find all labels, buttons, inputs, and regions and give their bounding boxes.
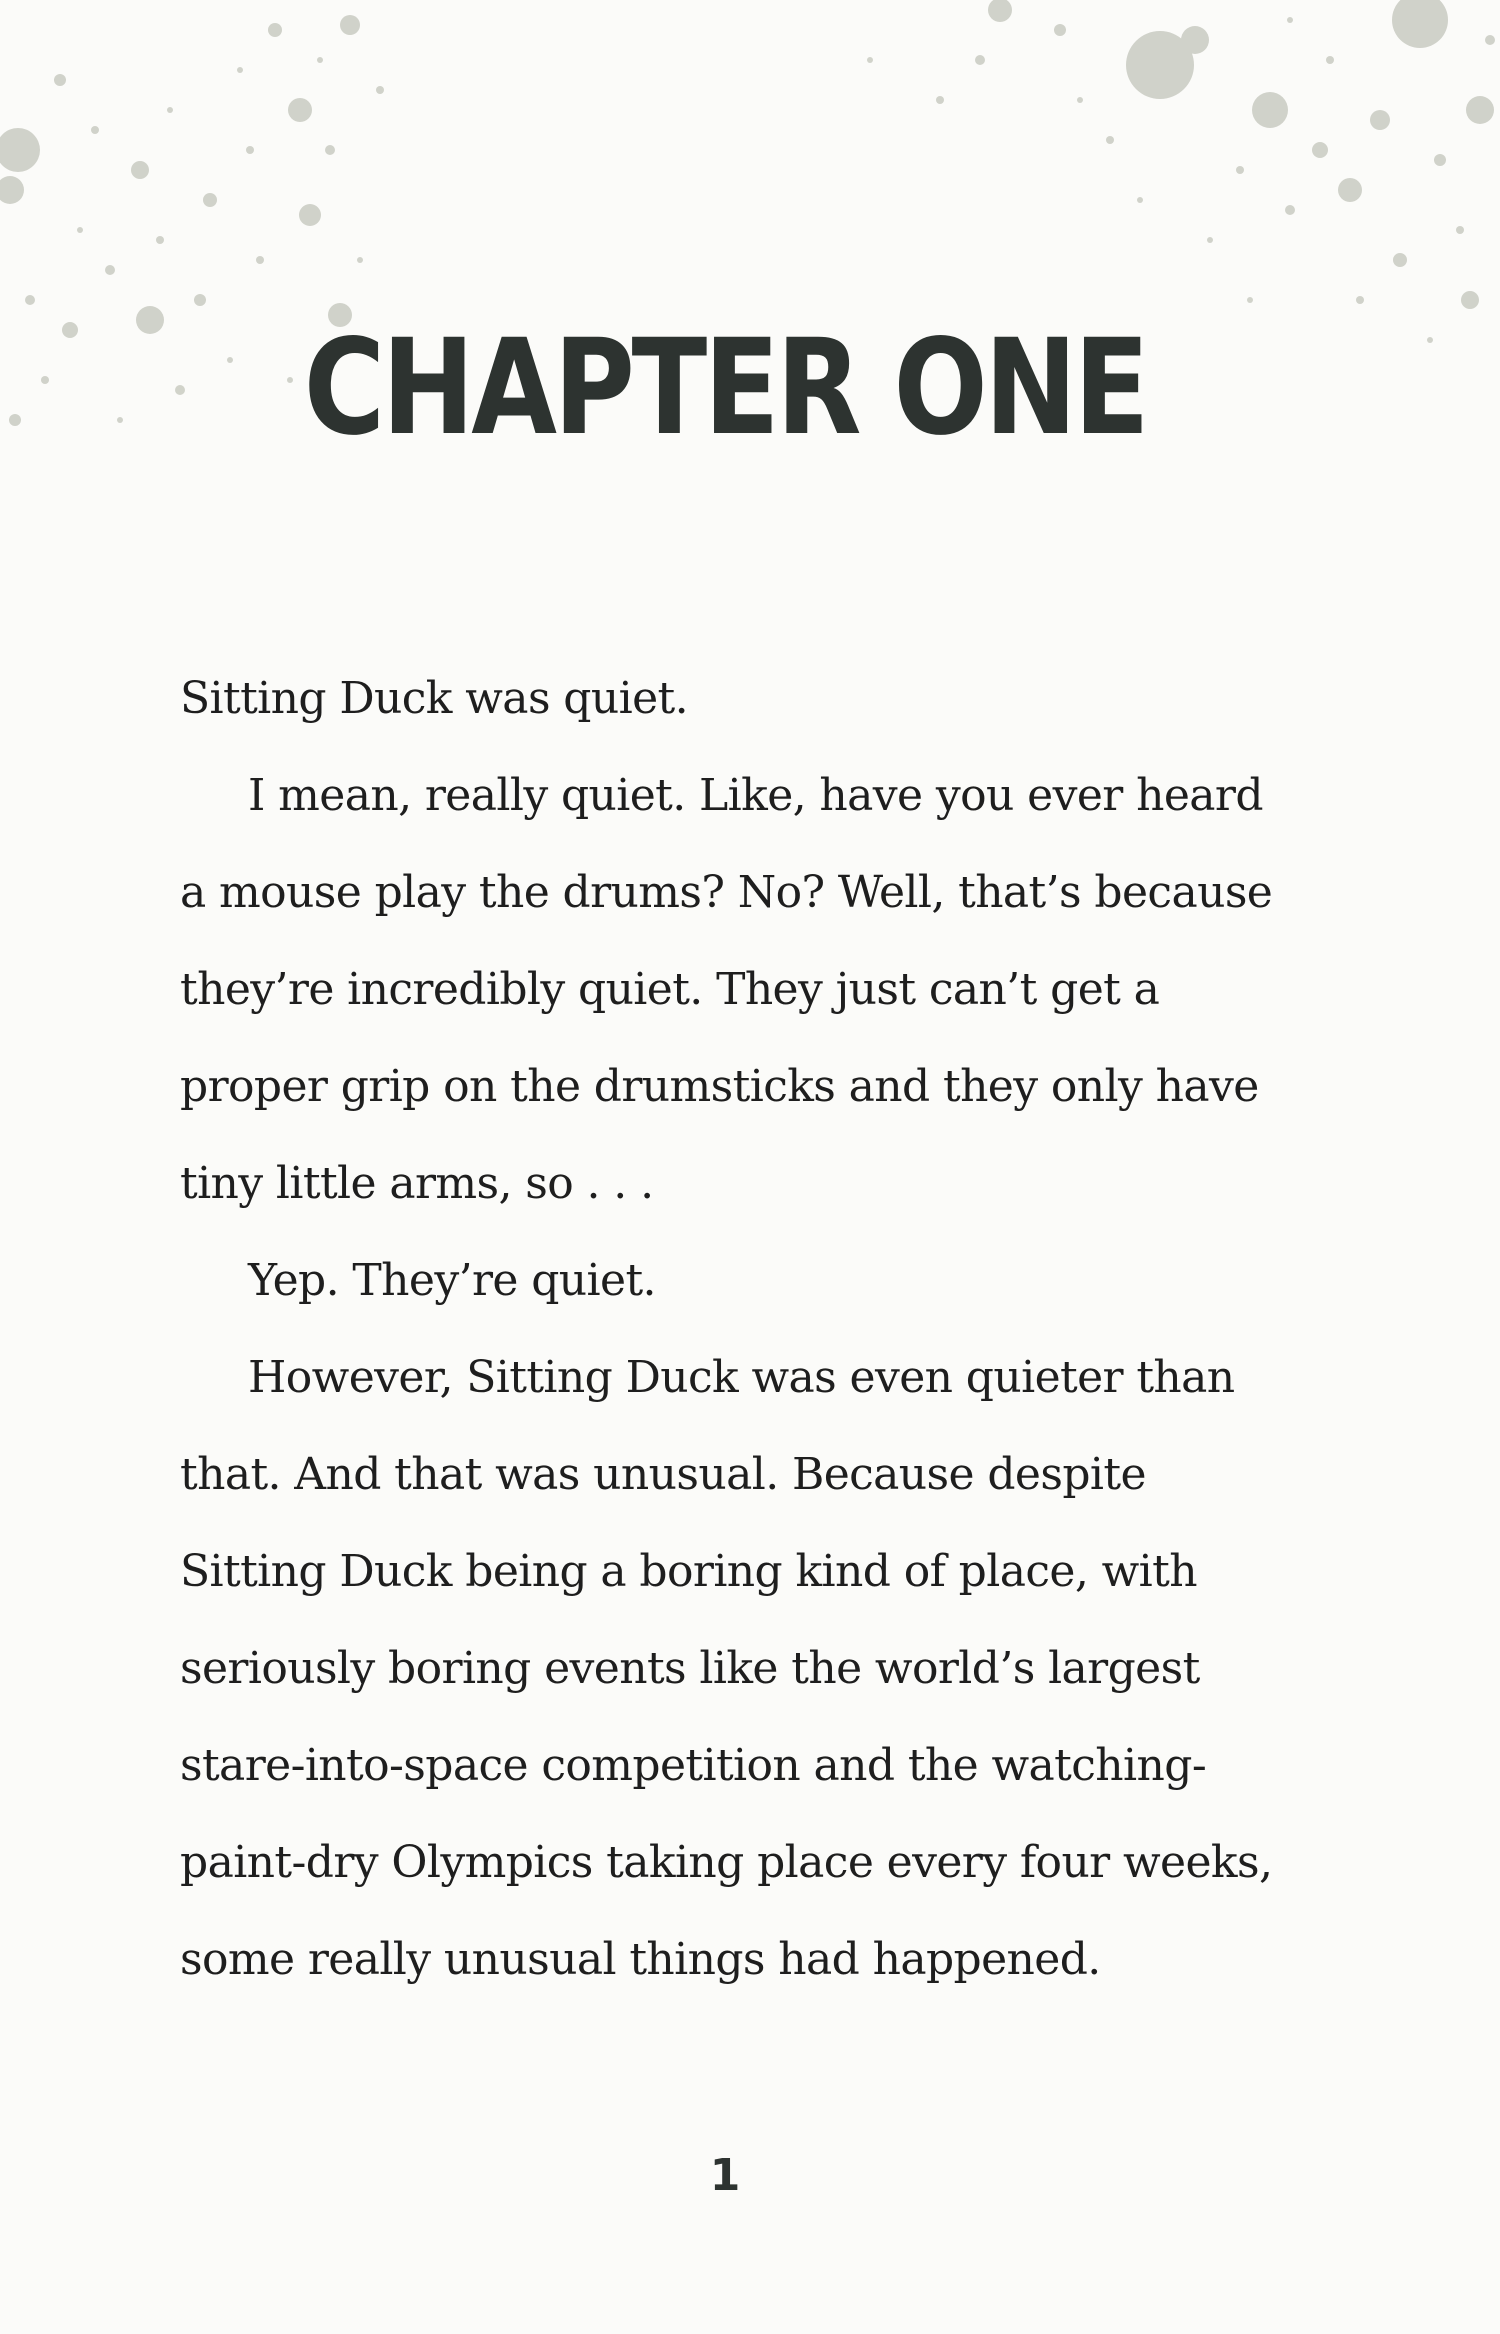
chapter-body bbox=[180, 650, 1300, 2008]
text-line: they’re incredibly quiet. They just can’t get a bbox=[180, 964, 1160, 1015]
page-number: 1 bbox=[709, 2150, 741, 2201]
text-line: Sitting Duck being a boring kind of place, with bbox=[180, 1546, 1197, 1597]
text-line: Sitting Duck was quiet. bbox=[180, 673, 688, 724]
text-line: proper grip on the drumsticks and they only have bbox=[180, 1061, 1259, 1112]
paint-splatter-decoration bbox=[0, 0, 1500, 560]
chapter-title: CHAPTER ONE bbox=[303, 311, 1147, 465]
text-line: However, Sitting Duck was even quieter than bbox=[248, 1352, 1235, 1403]
text-line: I mean, really quiet. Like, have you ever heard bbox=[248, 770, 1263, 821]
text-line: paint-dry Olympics taking place every four weeks, bbox=[180, 1837, 1273, 1888]
text-line: stare-into-space competition and the watching- bbox=[180, 1740, 1207, 1791]
text-line: a mouse play the drums? No? Well, that’s because bbox=[180, 867, 1273, 918]
text-line: tiny little arms, so . . . bbox=[180, 1158, 654, 1209]
text-line: some really unusual things had happened. bbox=[180, 1934, 1101, 1985]
text-line: seriously boring events like the world’s largest bbox=[180, 1643, 1200, 1694]
text-line: Yep. They’re quiet. bbox=[248, 1255, 656, 1306]
text-line: that. And that was unusual. Because despite bbox=[180, 1449, 1146, 1500]
